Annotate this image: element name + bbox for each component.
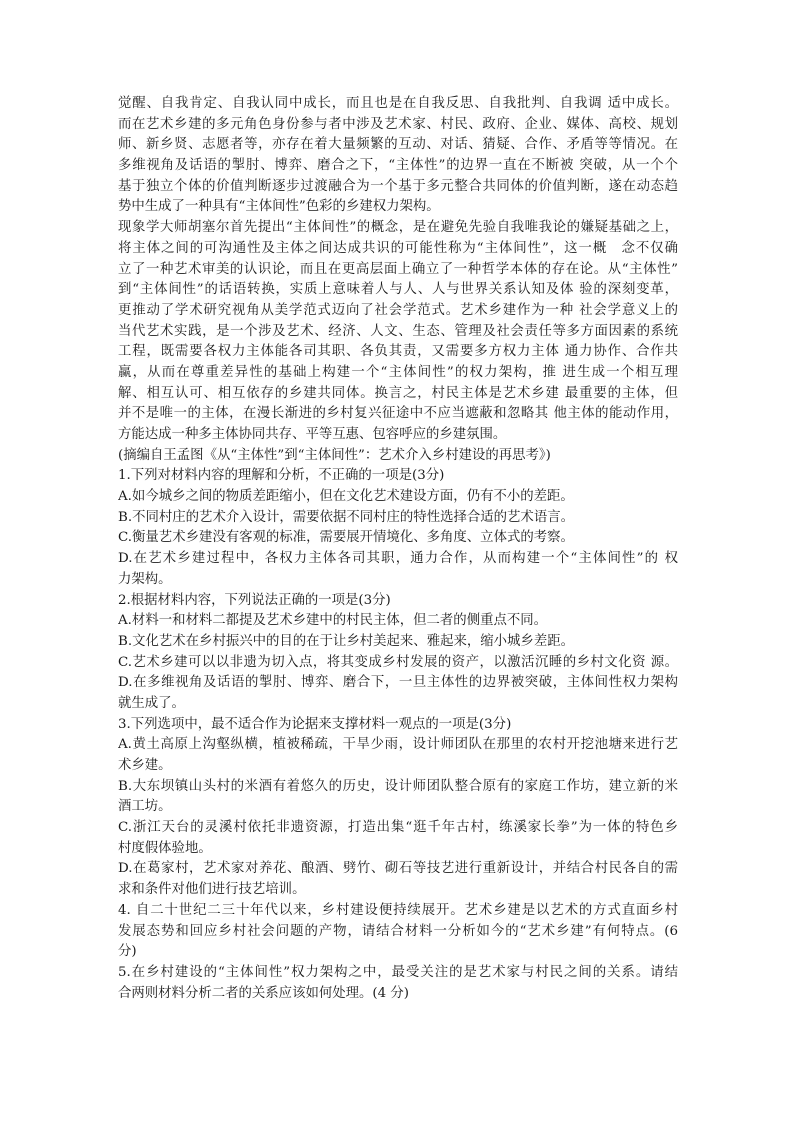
text-line: 更推动了学术研究视角从美学范式迈向了社会学范式。艺术乡建作为一种 社会学意义上的 <box>118 302 678 318</box>
option-line: A.黄土高原上沟壑纵横，植被稀疏，干旱少雨，设计师团队在那里的农村开挖池塘来进行艺 <box>118 737 678 753</box>
source-citation: (摘编自王孟图《从“主体性”到“主体间性”：艺术介入乡村建设的再思考》) <box>118 447 551 463</box>
text-line: 多维视角及话语的掣肘、博弈、磨合之下，“主体性”的边界一直在不断被 突破，从一个个 <box>118 158 678 174</box>
option-line: 力架构。 <box>118 571 172 587</box>
question-5: 5.在乡村建设的“主体间性”权力架构之中，最受关注的是艺术家与村民之间的关系。请结 <box>118 964 678 980</box>
option-line: D.在葛家村，艺术家对养花、酿酒、劈竹、砌石等技艺进行重新设计，并结合村民各自的需 <box>118 861 678 877</box>
question-4: 4. 自二十世纪二三十年代以来，乡村建设便持续展开。艺术乡建是以艺术的方式直面乡村 <box>118 902 678 918</box>
option-line: B.文化艺术在乡村振兴中的目的在于让乡村美起来、雅起来，缩小城乡差距。 <box>118 633 574 649</box>
option-line: C.艺术乡建可以以非遗为切入点，将其变成乡村发展的资产，以激活沉睡的乡村文化资 源。 <box>118 654 678 670</box>
question-1: 1.下列对材料内容的理解和分析，不正确的一项是(3分) <box>118 468 445 484</box>
text-line: 将主体之间的可沟通性及主体之间达成共识的可能性称为“主体间性”，这一概 念不仅确 <box>118 240 678 256</box>
text-line: 觉醒、自我肯定、自我认同中成长，而且也是在自我反思、自我批判、自我调 适中成长。 <box>118 96 678 111</box>
text-line: 立了一种艺术审美的认识论，而且在更高层面上确立了一种哲学本体的存在论。从“主体性” <box>118 261 678 277</box>
text-line: 现象学大师胡塞尔首先提出“主体间性”的概念，是在避免先验自我唯我论的嫌疑基础之上， <box>118 220 678 236</box>
text-line: 到“主体间性”的话语转换，实质上意味着人与人、人与世界关系认知及体 验的深刻变革， <box>118 282 678 298</box>
text-line: 工程，既需要各权力主体能各司其职、各负其责，又需要多方权力主体 通力协作、合作共 <box>118 344 678 360</box>
option-line: 术乡建。 <box>118 758 172 773</box>
option-line: A.材料一和材料二都提及艺术乡建中的村民主体，但二者的侧重点不同。 <box>118 613 548 629</box>
option-line: C.浙江天台的灵溪村依托非遗资源，打造出集“逛千年古村，练溪家长拳”为一体的特色乡 <box>118 820 678 836</box>
option-line: D.在多维视角及话语的掣肘、博弈、磨合下，一旦主体性的边界被突破，主体间性权力架构 <box>118 675 678 691</box>
text-line: 当代艺术实践，是一个涉及艺术、经济、人文、生态、管理及社会责任等多方面因素的系统 <box>118 323 678 339</box>
option-line: 酒工坊。 <box>118 799 172 815</box>
text-line: 师、新乡贤、志愿者等，亦存在着大量频繁的互动、对话、猜疑、合作、矛盾等等情况。在 <box>118 137 678 153</box>
question-2: 2.根据材料内容，下列说法正确的一项是(3分) <box>118 592 391 608</box>
question-5: 合两则材料分析二者的关系应该如何处理。(4 分) <box>118 985 410 1001</box>
text-line: 解、相互认可、相互依存的乡建共同体。换言之，村民主体是艺术乡建 最重要的主体，但 <box>118 385 678 401</box>
text-line: 赢，从而在尊重差异性的基础上构建一个“主体间性”的权力架构，推 进生成一个相互理 <box>118 364 678 380</box>
document-body <box>118 94 678 1004</box>
option-line: C.衡量艺术乡建没有客观的标准，需要展开情境化、多角度、立体式的考察。 <box>118 530 574 546</box>
option-line: B.大东坝镇山头村的米酒有着悠久的历史，设计师团队整合原有的家庭工作坊，建立新的米 <box>118 778 678 794</box>
text-line: 方能达成一种多主体协同共存、平等互惠、包容呼应的乡建氛围。 <box>118 427 507 442</box>
option-line: A.如今城乡之间的物质差距缩小，但在文化艺术建设方面，仍有不小的差距。 <box>118 489 574 505</box>
option-line: 村度假体验地。 <box>118 840 212 856</box>
text-line: 并不是唯一的主体，在漫长渐进的乡村复兴征途中不应当遮蔽和忽略其 他主体的能动作用， <box>118 406 678 422</box>
text-line: 势中生成了一种具有“主体间性”色彩的乡建权力架构。 <box>118 199 440 215</box>
option-line: B.不同村庄的艺术介入设计，需要依据不同村庄的特性选择合适的艺术语言。 <box>118 509 574 525</box>
option-line: 求和条件对他们进行技艺培训。 <box>118 882 306 898</box>
option-line: 就生成了。 <box>118 695 185 711</box>
text-line: 基于独立个体的价值判断逐步过渡融合为一个基于多元整合共同体的价值判断，遂在动态趋 <box>118 178 678 194</box>
question-3: 3.下列选项中，最不适合作为论据来支撑材料一观点的一项是(3分) <box>118 716 512 732</box>
question-4: 发展态势和回应乡村社会问题的产物，请结合材料一分析如今的“艺术乡建”有何特点。(6 <box>118 923 678 939</box>
text-line: 而在艺术乡建的多元角色身份参与者中涉及艺术家、村民、政府、企业、媒体、高校、规划 <box>118 116 678 132</box>
question-4: 分) <box>118 944 137 960</box>
option-line: D.在艺术乡建过程中，各权力主体各司其职，通力合作，从而构建一个“主体间性”的 权 <box>118 551 678 567</box>
